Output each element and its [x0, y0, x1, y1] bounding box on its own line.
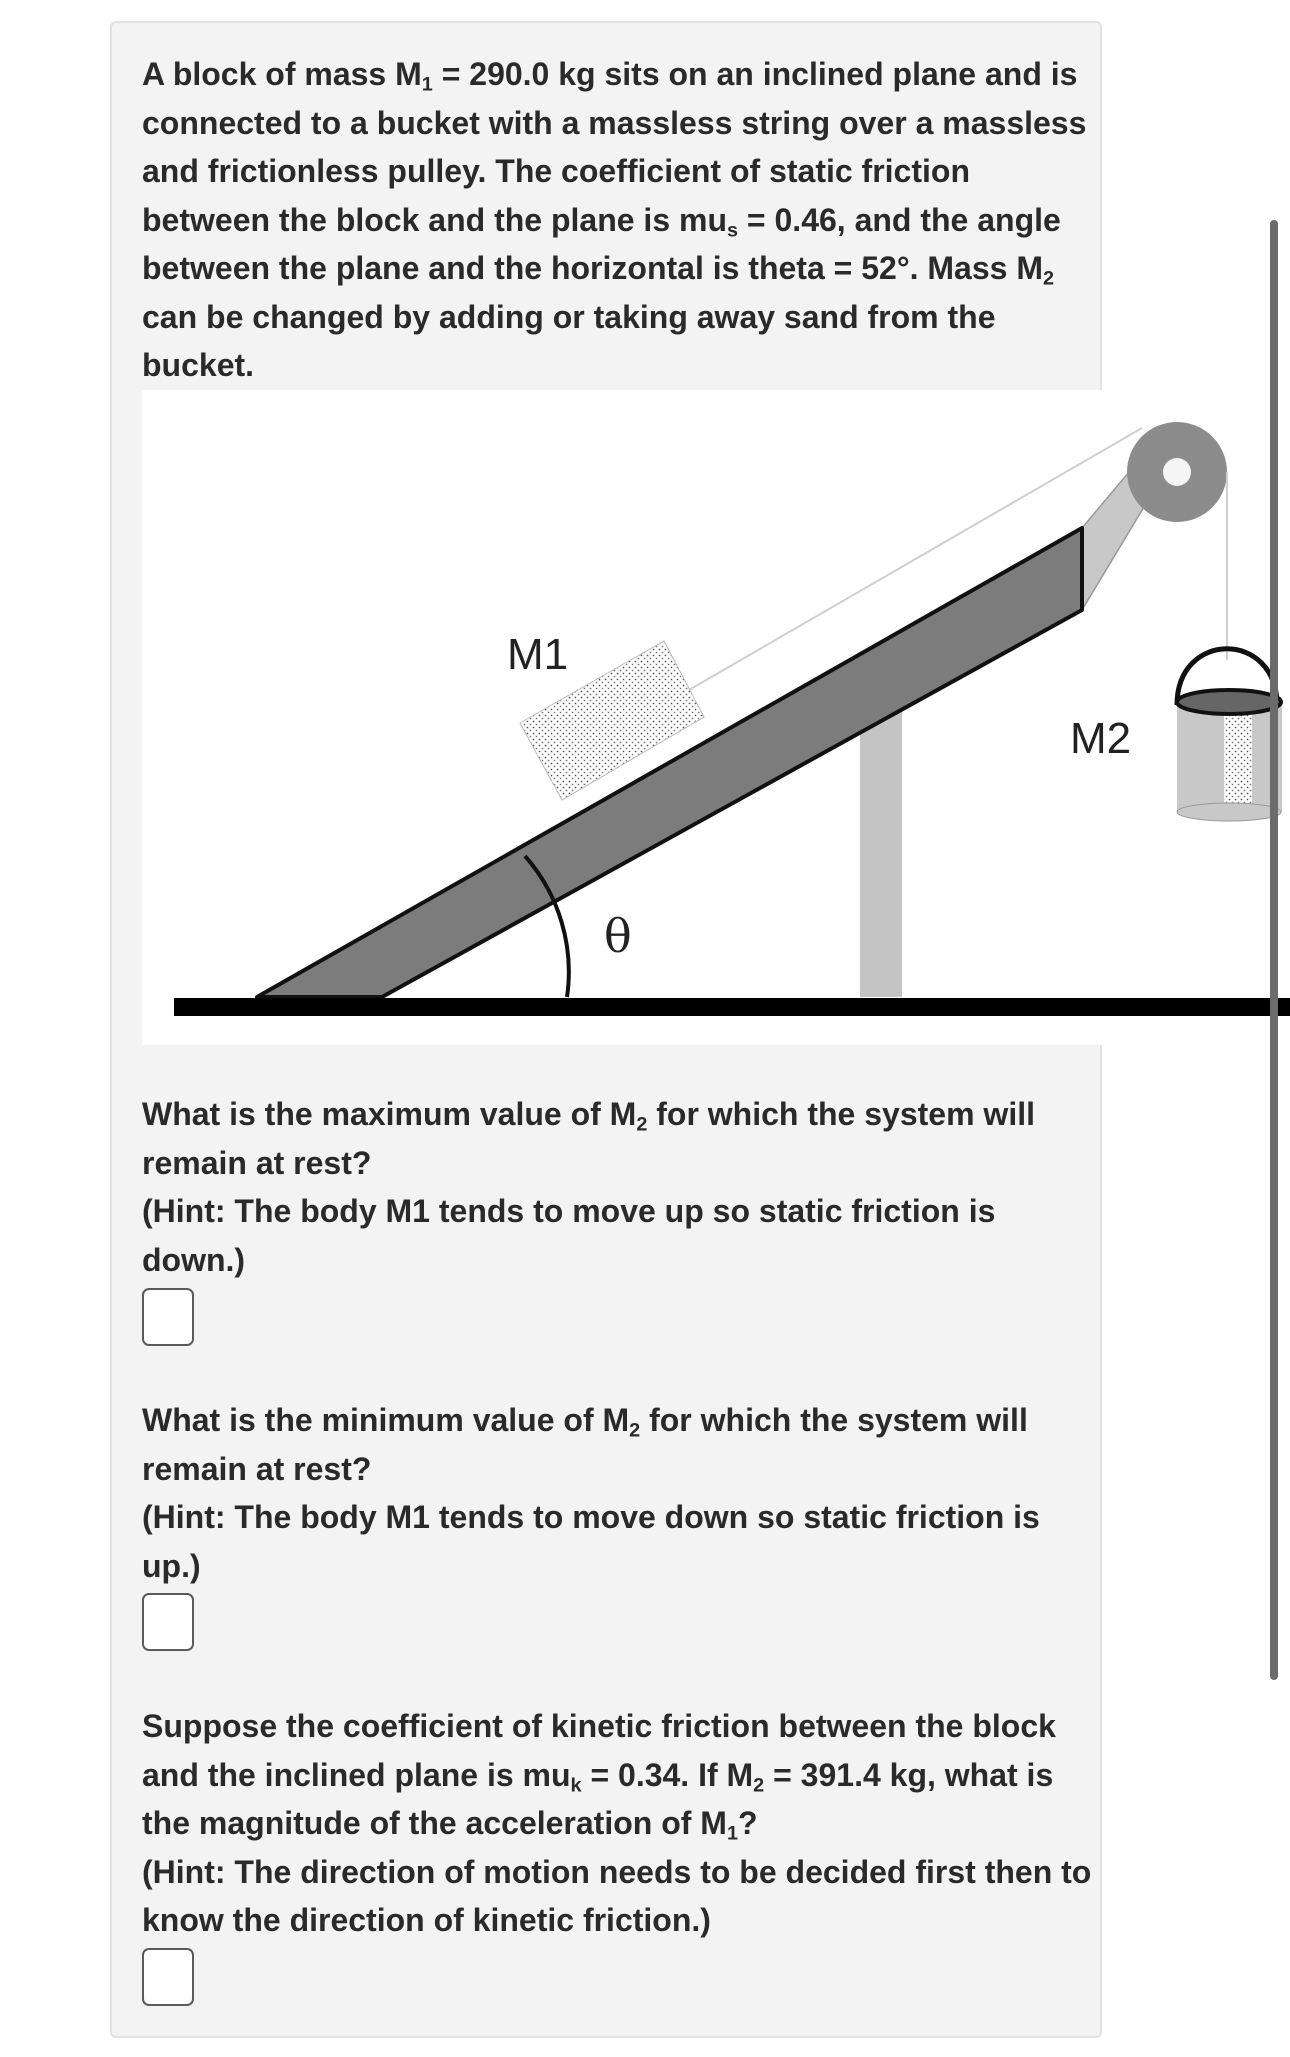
scrollbar[interactable]: [1270, 220, 1278, 1680]
question-3-hint: (Hint: The direction of motion needs to be decided first then to know the direction of kinetic friction.): [142, 1853, 1092, 1938]
pulley-axle: [1163, 458, 1191, 486]
inclined-plank: [257, 528, 1082, 997]
answer-3-input[interactable]: [142, 1948, 194, 2006]
label-theta: θ: [604, 909, 632, 963]
question-2: What is the minimum value of $M_2$ for which the system will remain at rest? (Hint: The body M1 tends to move down so static friction is up.): [142, 1402, 1040, 1584]
label-m2: M2: [1070, 714, 1132, 763]
answer-2-input[interactable]: [142, 1593, 194, 1651]
question-3: Suppose the coefficient of kinetic friction between the block and the inclined plane is $mu_k = 0.34$. If $M_2 = 391.4$ kg, what is the magnitude of the acceleration of $M_1$? (Hint: The direction of motion needs to be decided first then to know the direction of kinetic friction.): [142, 1708, 1092, 1938]
label-m1: M1: [507, 630, 569, 679]
question-1-hint: (Hint: The body M1 tends to move up so static friction is down.): [142, 1193, 996, 1278]
question-1: What is the maximum value of $M_2$ for which the system will remain at rest? (Hint: The body M1 tends to move up so static friction is down.): [142, 1096, 1035, 1278]
problem-statement: A block of mass $M_1 = 290.0$ kg sits on an inclined plane and is connected to a bucket with a massless string over a massless and frictionless pulley. The coefficient of static friction between the block and the plane is $mu_s = 0.46$, and the angle between the plane and the horizontal is theta = 52°. Mass $M_2$ can be changed by adding or taking away sand from the bucket.: [142, 56, 1087, 383]
question-2-hint: (Hint: The body M1 tends to move down so static friction is up.): [142, 1499, 1040, 1584]
incline-pulley-diagram: [142, 390, 1290, 1045]
answer-1-input[interactable]: [142, 1288, 194, 1346]
bucket-m2: [1177, 649, 1282, 821]
